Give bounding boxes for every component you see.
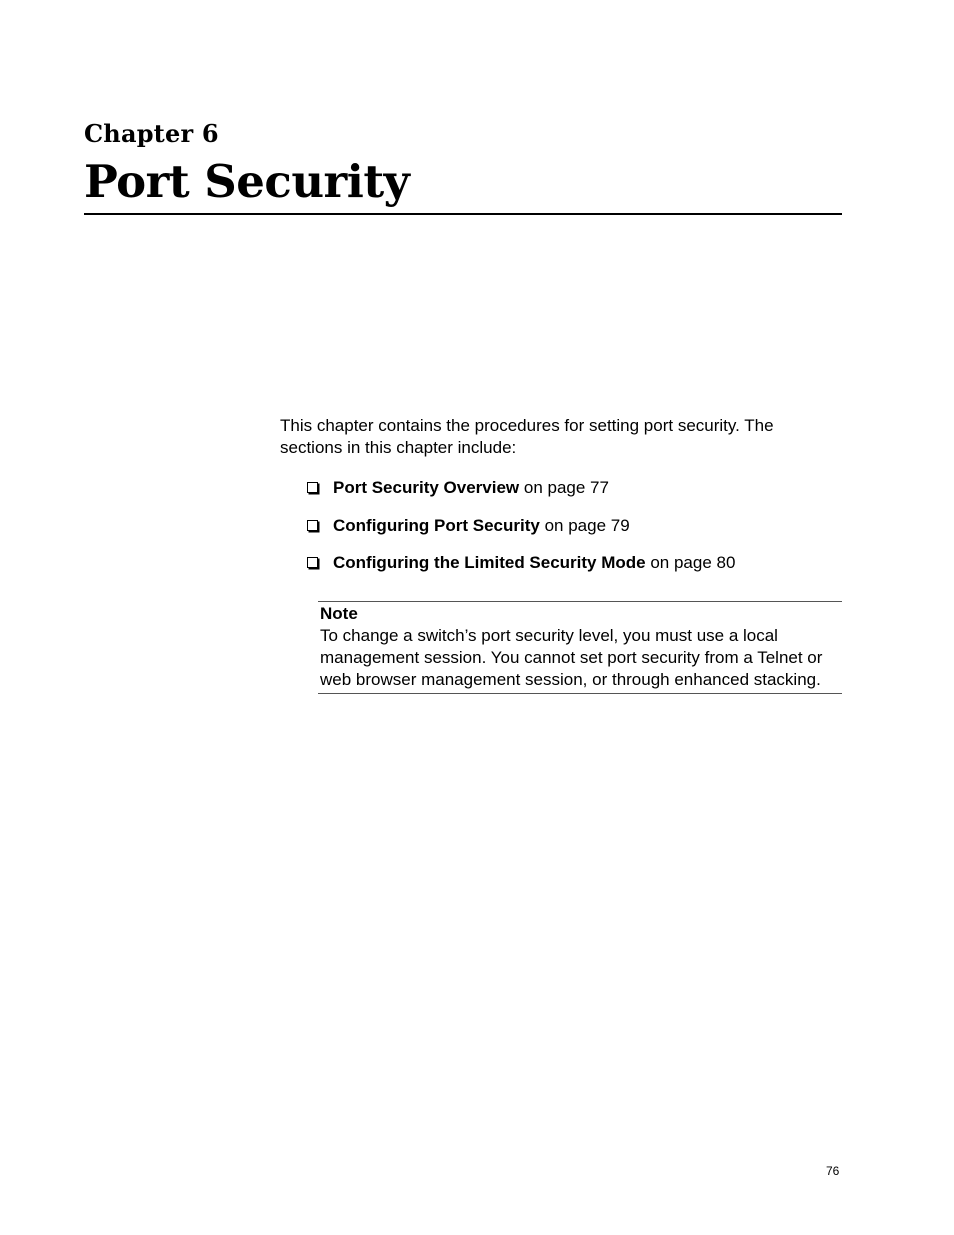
- section-link-limited-security-mode[interactable]: Configuring the Limited Security Mode: [333, 553, 646, 572]
- page-reference: on page 80: [645, 553, 736, 572]
- section-link-port-security-overview[interactable]: Port Security Overview: [333, 478, 520, 497]
- note-heading: Note: [320, 604, 358, 623]
- checkbox-bullet-icon: [307, 520, 318, 531]
- section-list: [307, 477, 735, 590]
- note-body: To change a switch’s port security level, you must use a local management session. You cannot set port security from a Telnet or web browser management session, or through enhanced stacking.: [320, 626, 823, 689]
- note-box: [318, 601, 842, 694]
- page-reference: on page 79: [539, 515, 630, 535]
- list-item: [307, 477, 735, 499]
- chapter-title: Port Security: [84, 155, 410, 208]
- chapter-label: Chapter 6: [84, 119, 219, 148]
- section-link-configuring-port-security[interactable]: Configuring Port Security: [333, 515, 540, 535]
- list-item: [307, 515, 735, 537]
- intro-paragraph: This chapter contains the procedures for setting port security. The sections in this chapter include:: [280, 416, 774, 457]
- title-divider: [84, 213, 842, 215]
- page-reference: on page 77: [519, 478, 609, 497]
- checkbox-bullet-icon: [307, 557, 318, 568]
- checkbox-bullet-icon: [307, 482, 318, 493]
- list-item: [307, 552, 735, 574]
- page-number: 76: [826, 1164, 840, 1178]
